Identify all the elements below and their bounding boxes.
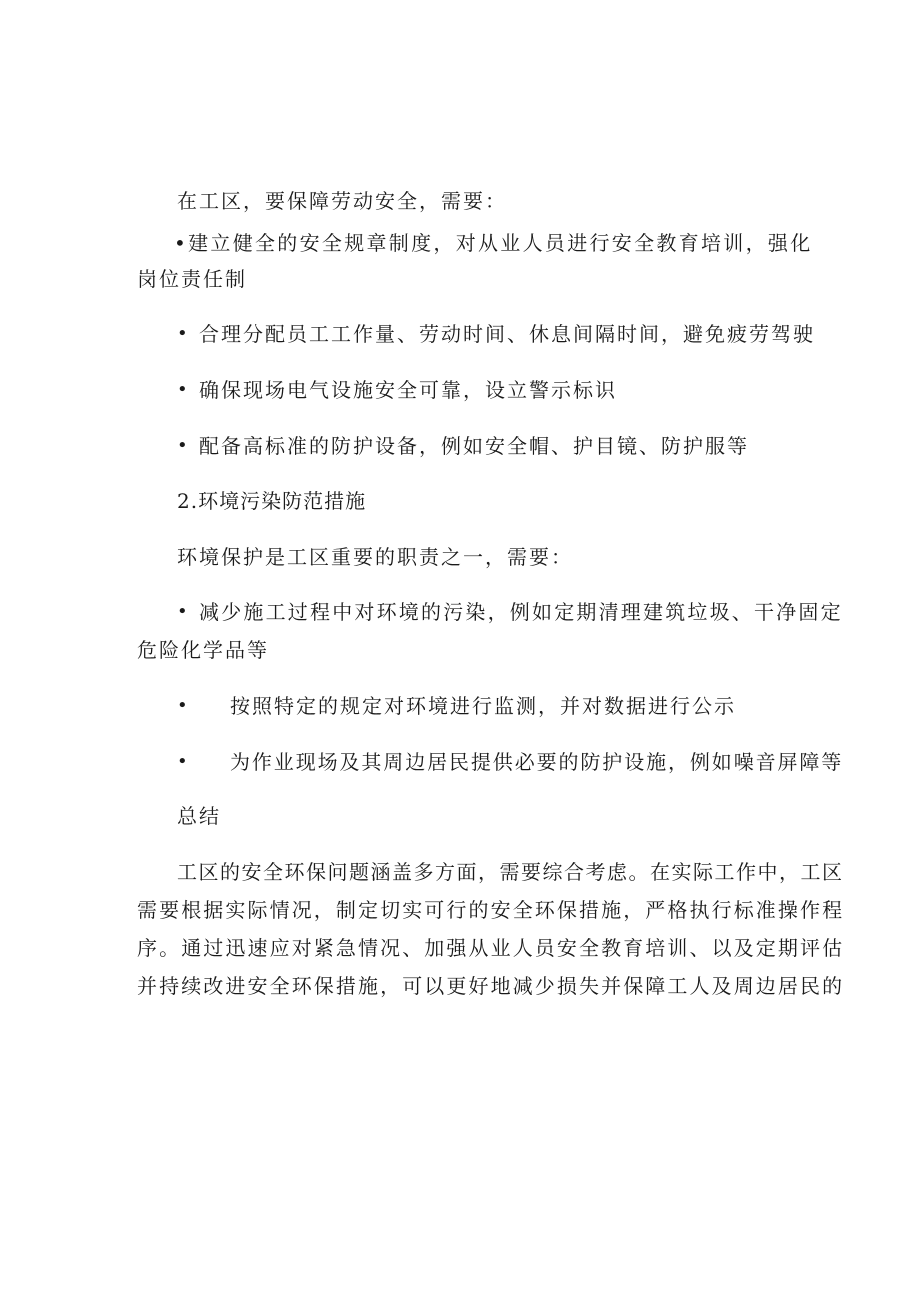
safety-item-3: 确保现场电气设施安全可靠，设立警示标识 xyxy=(199,378,617,402)
env-intro-text: 环境保护是工区重要的职责之一，需要： xyxy=(177,545,573,569)
safety-item-1-line-2: 岗位责任制 xyxy=(137,267,247,291)
safety-item-1 xyxy=(174,229,813,257)
summary-line-3: 序。通过迅速应对紧急情况、加强从业人员安全教育培训、以及定期评估 xyxy=(137,936,845,960)
section-2-heading: 2.环境污染防范措施 xyxy=(177,489,367,513)
safety-item-1-line-1: 建立健全的安全规章制度，对从业人员进行安全教育培训，强化 xyxy=(188,231,813,255)
summary-heading: 总结 xyxy=(177,804,221,828)
safety-item-2: 合理分配员工工作量、劳动时间、休息间隔时间，避免疲劳驾驶 xyxy=(199,322,815,346)
summary-line-4: 并持续改进安全环保措施，可以更好地减少损失并保障工人及周边居民的 xyxy=(137,974,845,998)
summary-line-1: 工区的安全环保问题涵盖多方面，需要综合考虑。在实际工作中，工区 xyxy=(177,860,844,884)
bullet-marker: • xyxy=(177,601,188,622)
summary-line-2: 需要根据实际情况，制定切实可行的安全环保措施，严格执行标准操作程 xyxy=(137,898,845,922)
env-item-1-line-1: 减少施工过程中对环境的污染，例如定期清理建筑垃圾、干净固定 xyxy=(199,600,843,624)
env-item-2: 按照特定的规定对环境进行监测，并对数据进行公示 xyxy=(230,694,736,718)
env-item-1-line-2: 危险化学品等 xyxy=(137,638,269,662)
safety-item-4: 配备高标准的防护设备，例如安全帽、护目镜、防护服等 xyxy=(199,434,749,458)
bullet-marker: • xyxy=(177,695,188,716)
bullet-marker: • xyxy=(177,435,188,456)
bullet-marker: • xyxy=(177,323,188,344)
intro-text: 在工区，要保障劳动安全，需要： xyxy=(177,189,507,213)
bullet-marker: • xyxy=(177,379,188,400)
bullet-marker: • xyxy=(177,751,188,772)
env-item-3: 为作业现场及其周边居民提供必要的防护设施，例如噪音屏障等 xyxy=(230,750,844,774)
bullet-marker: • xyxy=(174,231,189,255)
